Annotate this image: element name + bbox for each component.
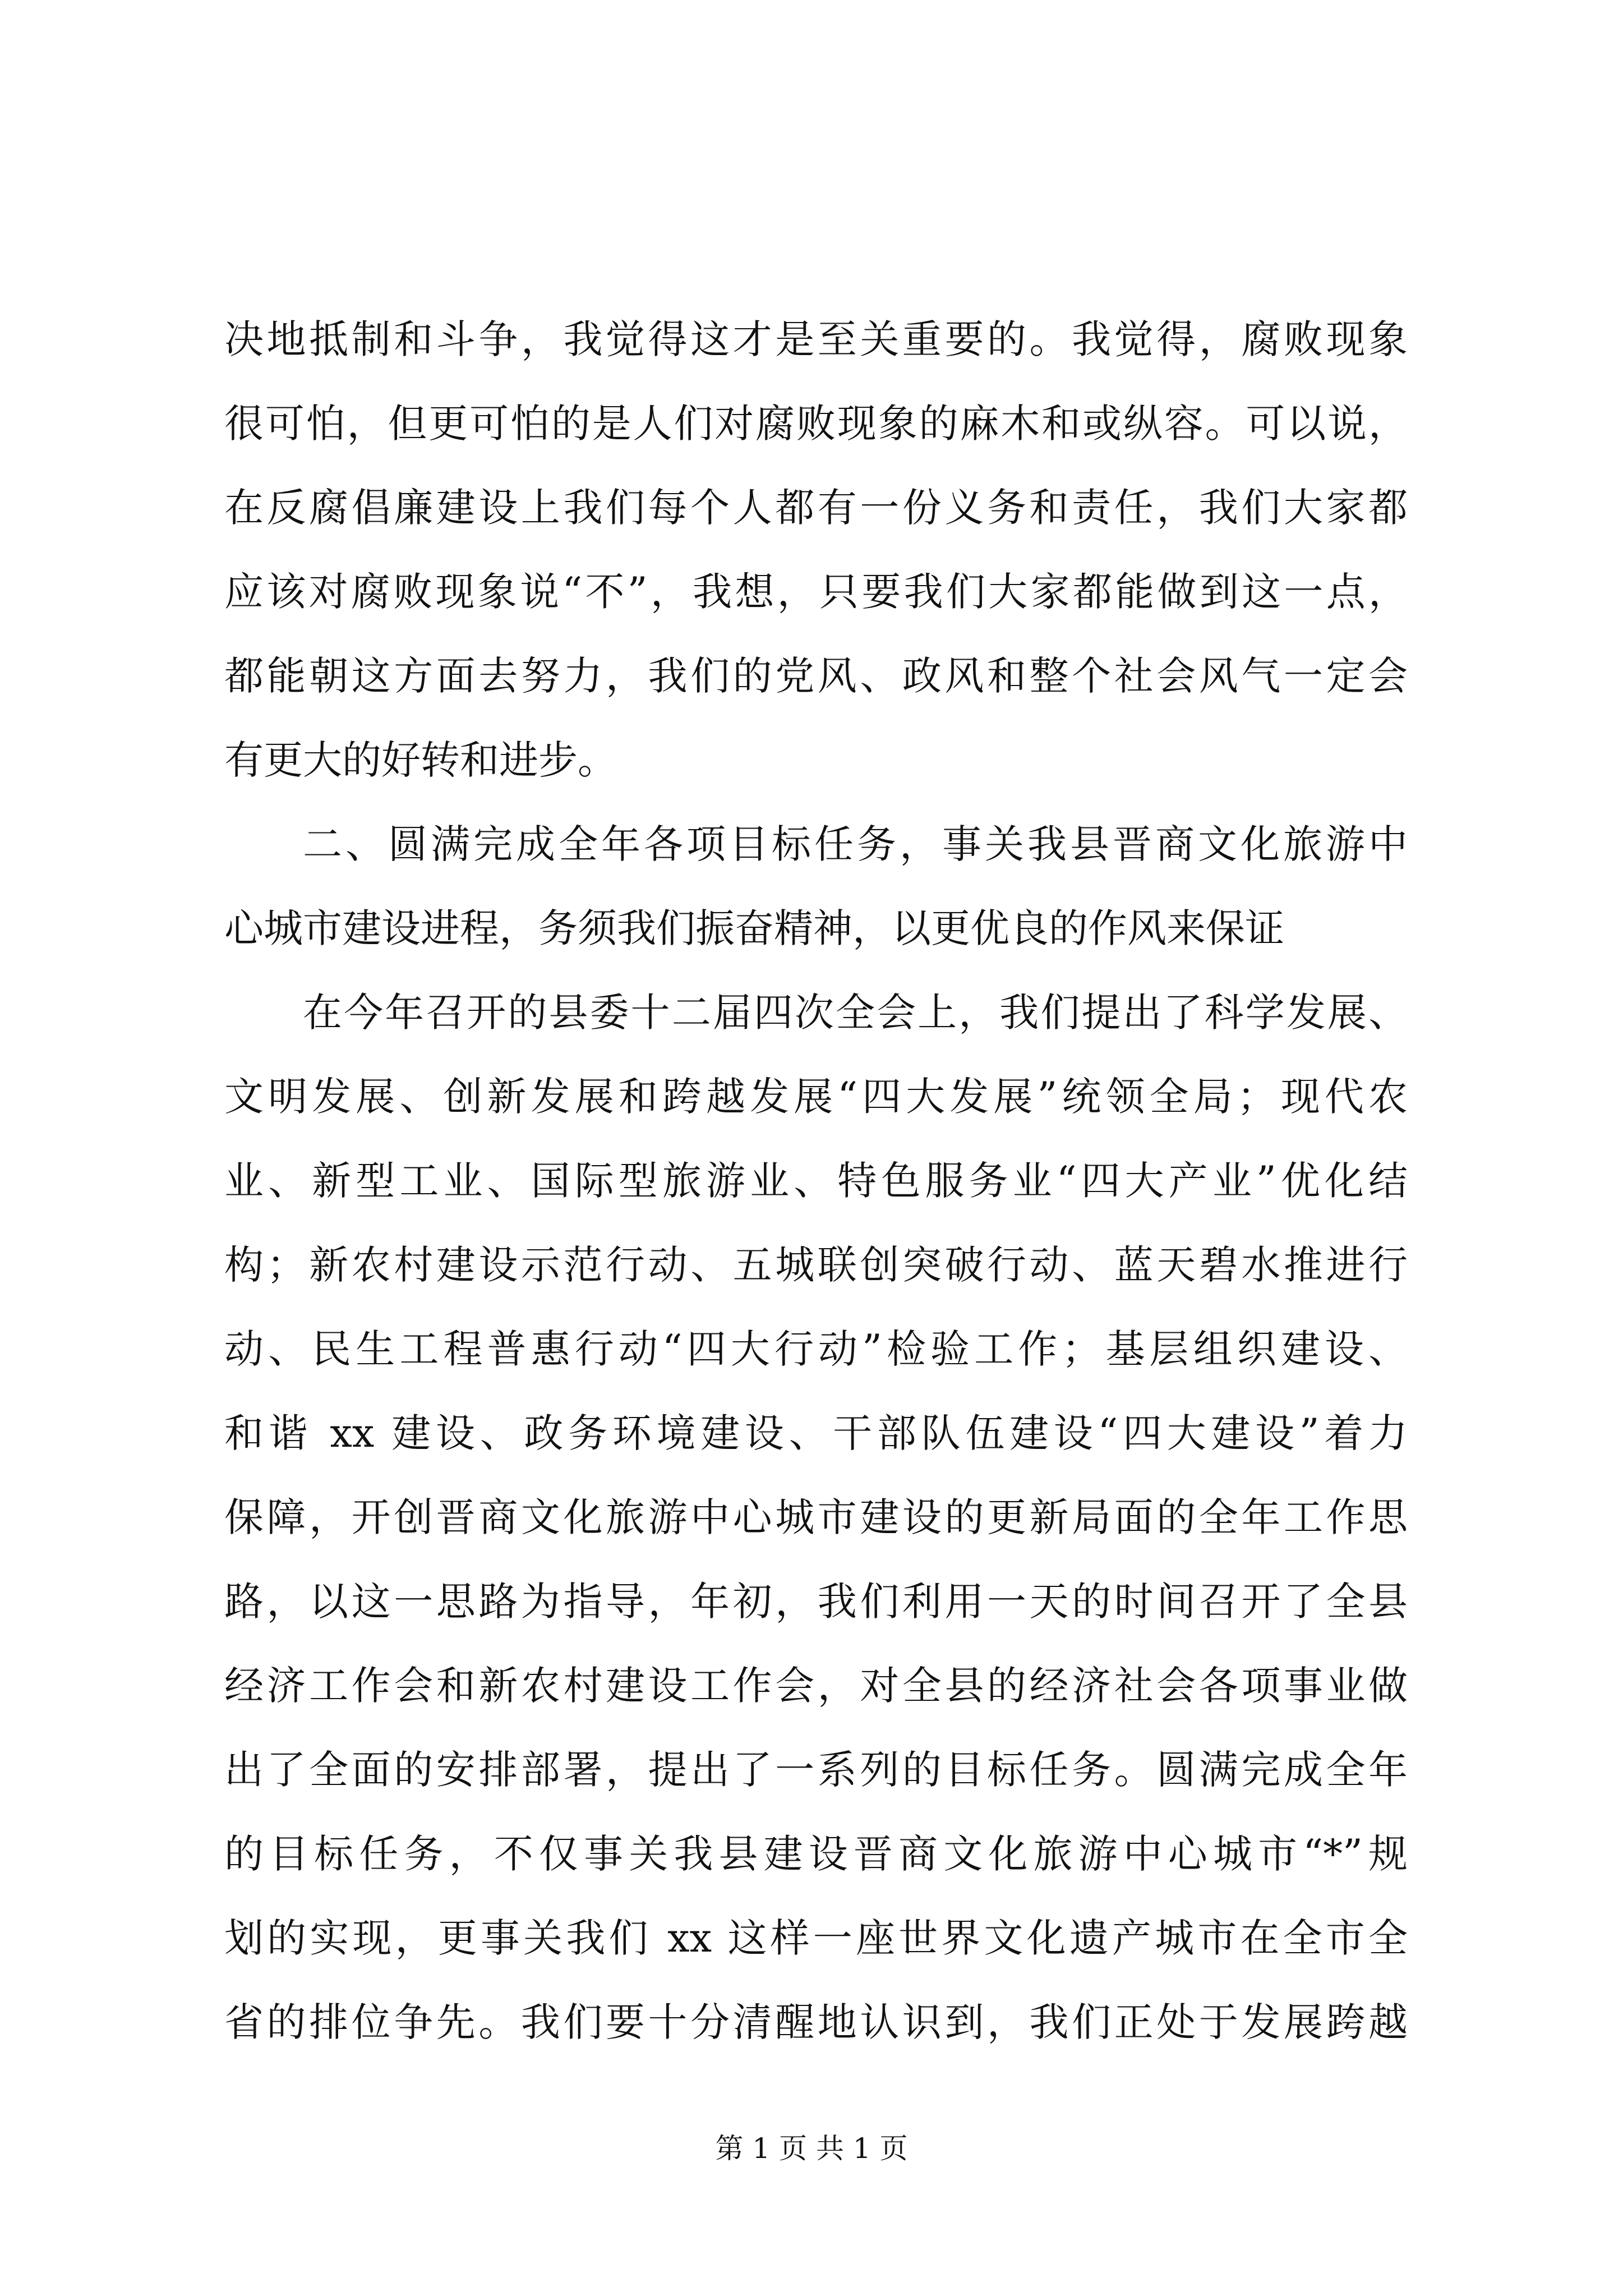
- text-line: 文明发展、创新发展和跨越发展“四大发展”统领全局；现代农: [224, 1074, 1408, 1120]
- text-line: 决地抵制和斗争，我觉得这才是至关重要的。我觉得，腐败现象: [224, 316, 1408, 362]
- text-line: 路，以这一思路为指导，年初，我们利用一天的时间召开了全县: [224, 1579, 1408, 1625]
- text-line: 出了全面的安排部署，提出了一系列的目标任务。圆满完成全年: [224, 1747, 1408, 1793]
- text-line: 动、民生工程普惠行动“四大行动”检验工作；基层组织建设、: [224, 1326, 1408, 1372]
- text-line: 应该对腐败现象说“不”，我想，只要我们大家都能做到这一点，: [224, 569, 1408, 615]
- text-line: 都能朝这方面去努力，我们的党风、政风和整个社会风气一定会: [224, 653, 1408, 699]
- document-body: [224, 297, 1408, 2064]
- text-line: 划的实现，更事关我们 xx 这样一座世界文化遗产城市在全市全: [224, 1915, 1408, 1961]
- section-heading-line: 心城市建设进程，务须我们振奋精神，以更优良的作风来保证: [224, 905, 1284, 951]
- text-line: 构；新农村建设示范行动、五城联创突破行动、蓝天碧水推进行: [224, 1242, 1408, 1288]
- text-line: 经济工作会和新农村建设工作会，对全县的经济社会各项事业做: [224, 1663, 1408, 1709]
- text-line: 和谐 xx 建设、政务环境建设、干部队伍建设“四大建设”着力: [224, 1410, 1408, 1456]
- text-line: 很可怕，但更可怕的是人们对腐败现象的麻木和或纵容。可以说，: [224, 401, 1408, 447]
- text-line: 省的排位争先。我们要十分清醒地认识到，我们正处于发展跨越: [224, 1999, 1408, 2045]
- text-line: 的目标任务，不仅事关我县建设晋商文化旅游中心城市“*”规: [224, 1831, 1408, 1877]
- text-line: 业、新型工业、国际型旅游业、特色服务业“四大产业”优化结: [224, 1158, 1408, 1204]
- section-heading-line: 二、圆满完成全年各项目标任务，事关我县晋商文化旅游中: [303, 821, 1408, 867]
- page-footer: 第 1 页 共 1 页: [715, 2132, 908, 2165]
- text-line: 在今年召开的县委十二届四次全会上，我们提出了科学发展、: [303, 990, 1408, 1036]
- text-line: 在反腐倡廉建设上我们每个人都有一份义务和责任，我们大家都: [224, 485, 1408, 531]
- text-line: 保障，开创晋商文化旅游中心城市建设的更新局面的全年工作思: [224, 1494, 1408, 1540]
- text-line: 有更大的好转和进步。: [224, 737, 617, 783]
